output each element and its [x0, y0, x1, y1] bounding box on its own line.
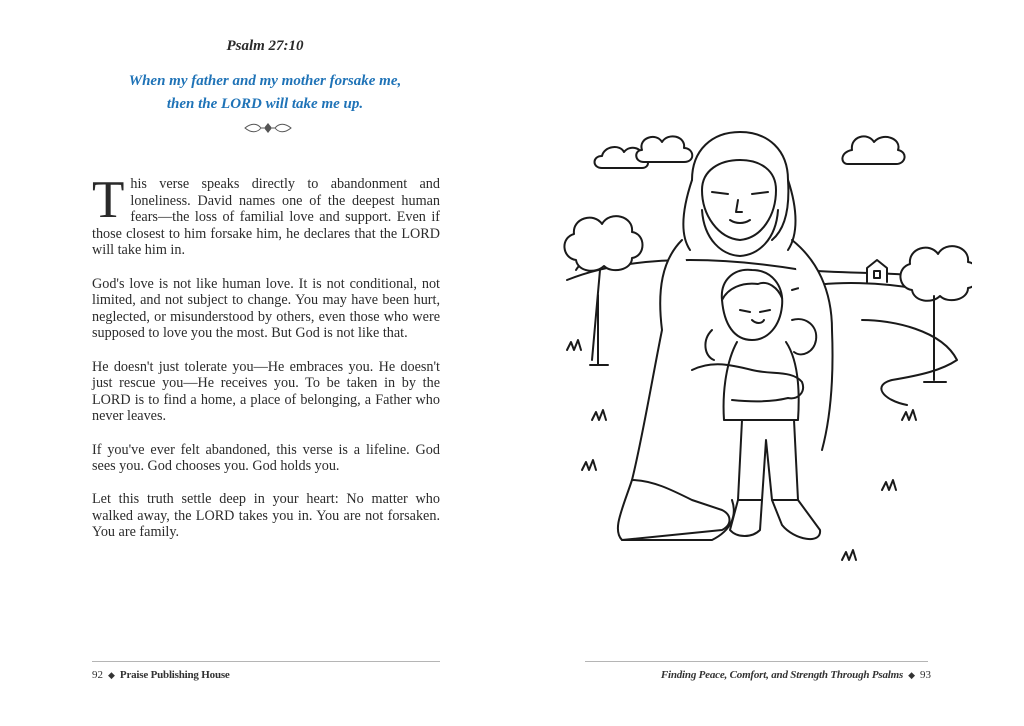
coloring-illustration-father-embracing-child-icon — [562, 120, 972, 580]
footer-rule-right — [585, 661, 928, 662]
page-number-left: 92 — [92, 669, 103, 681]
paragraph-5: Let this truth settle deep in your heart: No matter who walked away, the LORD takes you in. You are not forsaken. You are family. — [92, 491, 440, 541]
right-page — [512, 0, 1024, 726]
verse-line-1: When my father and my mother forsake me, — [128, 73, 402, 89]
verse-line-2: then the LORD will take me up. — [166, 96, 364, 112]
paragraph-4: If you've ever felt abandoned, this verse is a lifeline. God sees you. God chooses you. God holds you. — [92, 441, 440, 475]
footer-right — [661, 669, 931, 681]
paragraph-1 — [92, 171, 440, 259]
diamond-icon: ◆ — [108, 670, 115, 680]
footer-rule-left — [92, 661, 440, 662]
drop-cap: T — [92, 171, 125, 229]
page-number-right: 93 — [920, 669, 931, 681]
paragraph-1-text: his verse speaks directly to abandonment and loneliness. David names one of the deepest human fears—the loss of familial love and support. Even if those closest to him forsake him, he declares that the LORD will take him in. — [92, 176, 440, 259]
paragraph-3: He doesn't just tolerate you—He embraces you. He doesn't just rescue you—He receives you. To be taken in by the LORD is to find a home, a place of belonging, a Father who never leaves. — [92, 358, 440, 425]
diamond-icon: ◆ — [908, 670, 915, 680]
psalm-reference: Psalm 27:10 — [226, 38, 304, 54]
verse-quote — [90, 70, 440, 116]
paragraph-2: God's love is not like human love. It is not conditional, not limited, and not subject to change. You may have been hurt, neglected, or misunderstood by others, even those who were supposed to love you the most. But God is not like that. — [92, 275, 440, 342]
publisher-name: Praise Publishing House — [119, 669, 230, 681]
footer-left — [92, 669, 230, 681]
body-text — [92, 171, 440, 558]
flourish-ornament-icon — [243, 121, 293, 135]
book-title: Finding Peace, Comfort, and Strength Through Psalms — [660, 669, 904, 681]
